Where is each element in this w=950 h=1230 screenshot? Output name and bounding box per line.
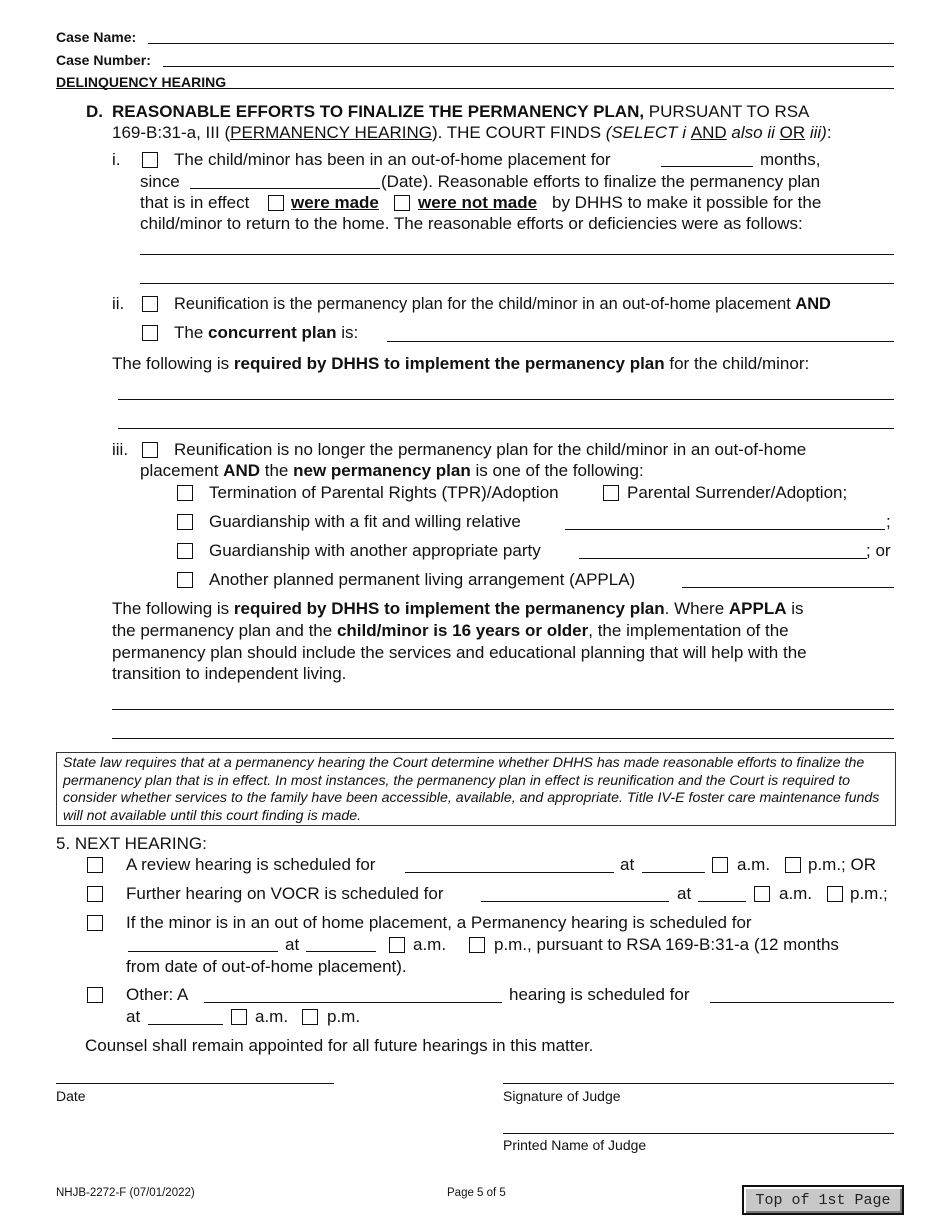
tpr-label: Termination of Parental Rights (TPR)/Adoption: [209, 483, 559, 502]
further-at-label: at: [677, 884, 692, 903]
further-date-field[interactable]: [481, 901, 669, 902]
efforts-line-2[interactable]: [140, 283, 894, 284]
were-made-checkbox[interactable]: [268, 195, 284, 211]
permanency-hearing-checkbox[interactable]: [87, 915, 103, 931]
case-name-field[interactable]: [148, 43, 894, 44]
review-am-label: a.m.: [737, 855, 771, 874]
concurrent-plan-label: The concurrent plan is:: [174, 323, 359, 342]
further-time-field[interactable]: [698, 901, 746, 902]
item-ii-line1: Reunification is the permanency plan for the child/minor in an out-of-home placement AND: [174, 295, 831, 313]
were-not-made-label: were not made: [418, 193, 538, 212]
permanency-line3: from date of out-of-home placement).: [126, 957, 407, 976]
further-am-checkbox[interactable]: [754, 886, 770, 902]
case-number-field[interactable]: [163, 66, 894, 67]
review-am-checkbox[interactable]: [712, 857, 728, 873]
review-pm-label: p.m.; OR: [808, 855, 877, 874]
page-number: Page 5 of 5: [447, 1187, 506, 1199]
other-pm-checkbox[interactable]: [302, 1009, 318, 1025]
item-iii-line1: Reunification is no longer the permanency plan for the child/minor in an out-of-home: [174, 440, 807, 459]
other-at-label: at: [126, 1007, 141, 1026]
implement-line-2[interactable]: [118, 428, 894, 429]
appla-label: Another planned permanent living arrangement (APPLA): [209, 570, 636, 589]
other-scheduled-label: hearing is scheduled for: [509, 985, 690, 1004]
appla-field[interactable]: [682, 587, 894, 588]
appla-para-2: the permanency plan and the child/minor is 16 years or older, the implementation of the: [112, 621, 789, 640]
months-field[interactable]: [661, 166, 753, 167]
section-d-title: REASONABLE EFFORTS TO FINALIZE THE PERMANENCY PLAN, PURSUANT TO RSA: [112, 102, 810, 121]
review-hearing-label: A review hearing is scheduled for: [126, 855, 376, 874]
other-date-field[interactable]: [710, 1002, 894, 1003]
item-iii-line2: placement AND the new permanency plan is one of the following:: [140, 461, 644, 480]
permanency-hearing-label: If the minor is in an out of home placement, a Permanency hearing is scheduled for: [126, 913, 752, 932]
surrender-label: Parental Surrender/Adoption;: [627, 483, 848, 502]
concurrent-plan-checkbox[interactable]: [142, 325, 158, 341]
further-pm-label: p.m.;: [850, 884, 888, 903]
other-pm-label: p.m.: [327, 1007, 361, 1026]
relative-checkbox[interactable]: [177, 514, 193, 530]
signature-of-judge-label: Signature of Judge: [503, 1088, 621, 1104]
party-label: Guardianship with another appropriate party: [209, 541, 541, 560]
section-d-subtitle: 169-B:31-a, III (PERMANENCY HEARING). THE COURT FINDS (SELECT i AND also ii OR iii):: [112, 123, 832, 142]
other-hearing-checkbox[interactable]: [87, 987, 103, 1003]
appla-checkbox[interactable]: [177, 572, 193, 588]
printed-name-label: Printed Name of Judge: [503, 1137, 647, 1153]
item-i-checkbox[interactable]: [142, 152, 158, 168]
item-i-line3a: that is in effect: [140, 193, 250, 212]
review-time-field[interactable]: [642, 872, 705, 873]
item-ii-number: ii.: [112, 294, 125, 313]
review-hearing-checkbox[interactable]: [87, 857, 103, 873]
item-i-line3b: by DHHS to make it possible for the: [552, 193, 822, 212]
other-type-field[interactable]: [204, 1002, 502, 1003]
form-id: NHJB-2272-F (07/01/2022): [56, 1187, 195, 1199]
review-date-field[interactable]: [405, 872, 614, 873]
other-hearing-label: Other: A: [126, 985, 189, 1004]
appla-para-1: The following is required by DHHS to implement the permanency plan. Where APPLA is: [112, 599, 804, 618]
item-iii-checkbox[interactable]: [142, 442, 158, 458]
further-hearing-label: Further hearing on VOCR is scheduled for: [126, 884, 444, 903]
next-hearing-title: 5. NEXT HEARING:: [56, 834, 207, 853]
item-i-number: i.: [112, 150, 121, 169]
permanency-pm-label: p.m., pursuant to RSA 169-B:31-a (12 months: [494, 935, 839, 954]
state-law-note: State law requires that at a permanency hearing the Court determine whether DHHS has made reasonable efforts to finalize the permanency plan that is in effect. In most instances, the permanency plan in effect is reunification and the Court is required to consider whether services to the family have been accessible, available, and appropriate. Title IV-E foster care maintenance funds will not available until this court finding is made.: [56, 752, 896, 826]
date-label: Date: [56, 1088, 86, 1104]
other-am-label: a.m.: [255, 1007, 289, 1026]
hearing-type-label: DELINQUENCY HEARING: [56, 74, 227, 90]
party-checkbox[interactable]: [177, 543, 193, 559]
further-am-label: a.m.: [779, 884, 813, 903]
relative-end: ;: [886, 512, 891, 531]
counsel-statement: Counsel shall remain appointed for all future hearings in this matter.: [85, 1036, 594, 1055]
permanency-am-checkbox[interactable]: [389, 937, 405, 953]
permanency-time-field[interactable]: [306, 951, 376, 952]
were-made-label: were made: [291, 193, 379, 212]
other-am-checkbox[interactable]: [231, 1009, 247, 1025]
party-field[interactable]: [579, 558, 867, 559]
permanency-date-field[interactable]: [128, 951, 278, 952]
item-ii-required: The following is required by DHHS to implement the permanency plan for the child/minor:: [112, 354, 810, 373]
review-pm-checkbox[interactable]: [785, 857, 801, 873]
printed-name-line[interactable]: [503, 1133, 894, 1134]
permanency-pm-checkbox[interactable]: [469, 937, 485, 953]
further-hearing-checkbox[interactable]: [87, 886, 103, 902]
permanency-at-label: at: [285, 935, 300, 954]
further-pm-checkbox[interactable]: [827, 886, 843, 902]
case-name-label: Case Name:: [56, 29, 137, 45]
concurrent-plan-field[interactable]: [387, 341, 894, 342]
item-i-line1: The child/minor has been in an out-of-home placement for: [174, 150, 611, 169]
appla-line-1[interactable]: [112, 709, 894, 710]
tpr-checkbox[interactable]: [177, 485, 193, 501]
since-label: since: [140, 172, 180, 191]
surrender-checkbox[interactable]: [603, 485, 619, 501]
header-rule: [56, 88, 894, 89]
relative-field[interactable]: [565, 529, 885, 530]
section-letter: D.: [86, 102, 103, 121]
top-of-first-page-button[interactable]: Top of 1st Page: [742, 1185, 904, 1215]
appla-para-3: permanency plan should include the services and educational planning that will help with the: [112, 643, 807, 662]
date-signature-line[interactable]: [56, 1083, 334, 1084]
appla-para-4: transition to independent living.: [112, 664, 347, 683]
were-not-made-checkbox[interactable]: [394, 195, 410, 211]
review-at-label: at: [620, 855, 635, 874]
appla-line-2[interactable]: [112, 738, 894, 739]
judge-signature-line[interactable]: [503, 1083, 894, 1084]
months-label: months,: [760, 150, 821, 169]
implement-line-1[interactable]: [118, 399, 894, 400]
relative-label: Guardianship with a fit and willing relative: [209, 512, 521, 531]
permanency-am-label: a.m.: [413, 935, 447, 954]
efforts-line-1[interactable]: [140, 254, 894, 255]
party-end: ; or: [866, 541, 891, 560]
item-i-line2: (Date). Reasonable efforts to finalize the permanency plan: [381, 172, 821, 191]
item-i-line4: child/minor to return to the home. The reasonable efforts or deficiencies were as follows:: [140, 214, 803, 233]
item-iii-number: iii.: [112, 440, 129, 459]
since-date-field[interactable]: [190, 188, 380, 189]
case-number-label: Case Number:: [56, 52, 151, 68]
other-time-field[interactable]: [148, 1024, 223, 1025]
item-ii-checkbox[interactable]: [142, 296, 158, 312]
